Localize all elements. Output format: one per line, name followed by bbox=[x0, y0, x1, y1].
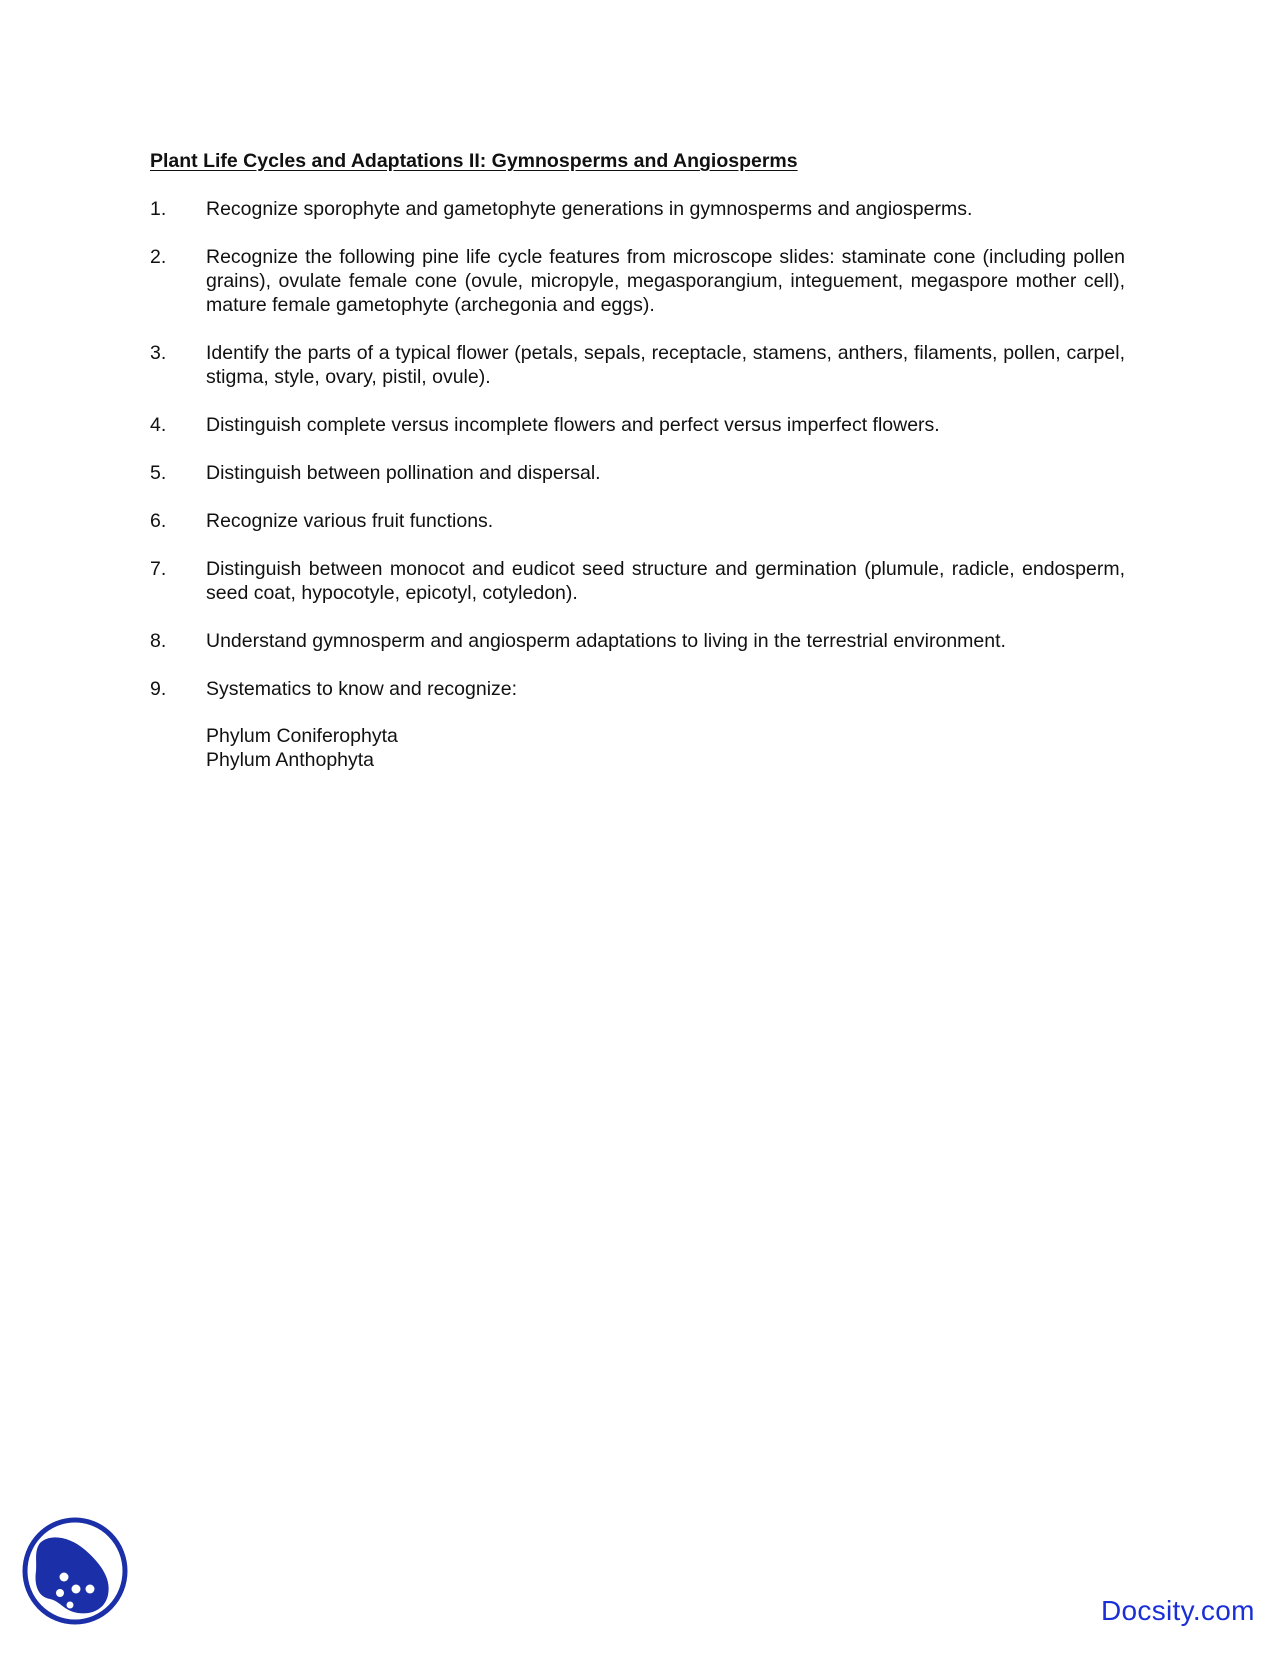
list-item bbox=[150, 413, 1125, 437]
item-text: Systematics to know and recognize: bbox=[206, 678, 518, 700]
item-number: 4. bbox=[150, 414, 167, 436]
phylum-item: Phylum Anthophyta bbox=[206, 749, 375, 771]
list-item bbox=[150, 197, 1125, 221]
list-item bbox=[150, 509, 1125, 533]
objectives-list bbox=[150, 197, 1125, 725]
item-text: Distinguish complete versus incomplete flowers and perfect versus imperfect flowers. bbox=[206, 414, 940, 436]
item-text: Distinguish between pollination and dispersal. bbox=[206, 462, 601, 484]
list-item bbox=[150, 557, 1125, 605]
docsity-logo-icon bbox=[20, 1515, 130, 1627]
item-text: Understand gymnosperm and angiosperm adaptations to living in the terrestrial environment. bbox=[206, 630, 1006, 652]
page-title: Plant Life Cycles and Adaptations II: Gymnosperms and Angiosperms bbox=[150, 150, 798, 172]
item-text: Distinguish between monocot and eudicot seed structure and germination (plumule, radicle, endosperm, seed coat, hypocotyle, epicotyl, cotyledon). bbox=[206, 558, 1125, 604]
item-number: 8. bbox=[150, 630, 167, 652]
item-text: Recognize the following pine life cycle features from microscope slides: staminate cone (including pollen grains), ovulate female cone (ovule, micropyle, megasporangium, integuement, megaspore mother cell), mature female gametophyte (archegonia and eggs). bbox=[206, 246, 1125, 316]
item-text: Identify the parts of a typical flower (petals, sepals, receptacle, stamens, anthers, filaments, pollen, carpel, stigma, style, ovary, pistil, ovule). bbox=[206, 342, 1125, 388]
item-number: 5. bbox=[150, 462, 167, 484]
list-item bbox=[150, 341, 1125, 389]
item-number: 7. bbox=[150, 558, 167, 580]
item-text: Recognize sporophyte and gametophyte generations in gymnosperms and angiosperms. bbox=[206, 198, 973, 220]
item-number: 6. bbox=[150, 510, 167, 532]
list-item bbox=[150, 629, 1125, 653]
list-item bbox=[150, 245, 1125, 317]
item-number: 1. bbox=[150, 198, 167, 220]
phyla-list bbox=[206, 724, 398, 772]
list-item bbox=[150, 677, 1125, 701]
item-number: 2. bbox=[150, 246, 167, 268]
item-text: Recognize various fruit functions. bbox=[206, 510, 494, 532]
docsity-brand-link[interactable]: Docsity.com bbox=[1101, 1595, 1255, 1626]
list-item bbox=[150, 461, 1125, 485]
phylum-item: Phylum Coniferophyta bbox=[206, 725, 398, 747]
item-number: 3. bbox=[150, 342, 167, 364]
item-number: 9. bbox=[150, 678, 167, 700]
